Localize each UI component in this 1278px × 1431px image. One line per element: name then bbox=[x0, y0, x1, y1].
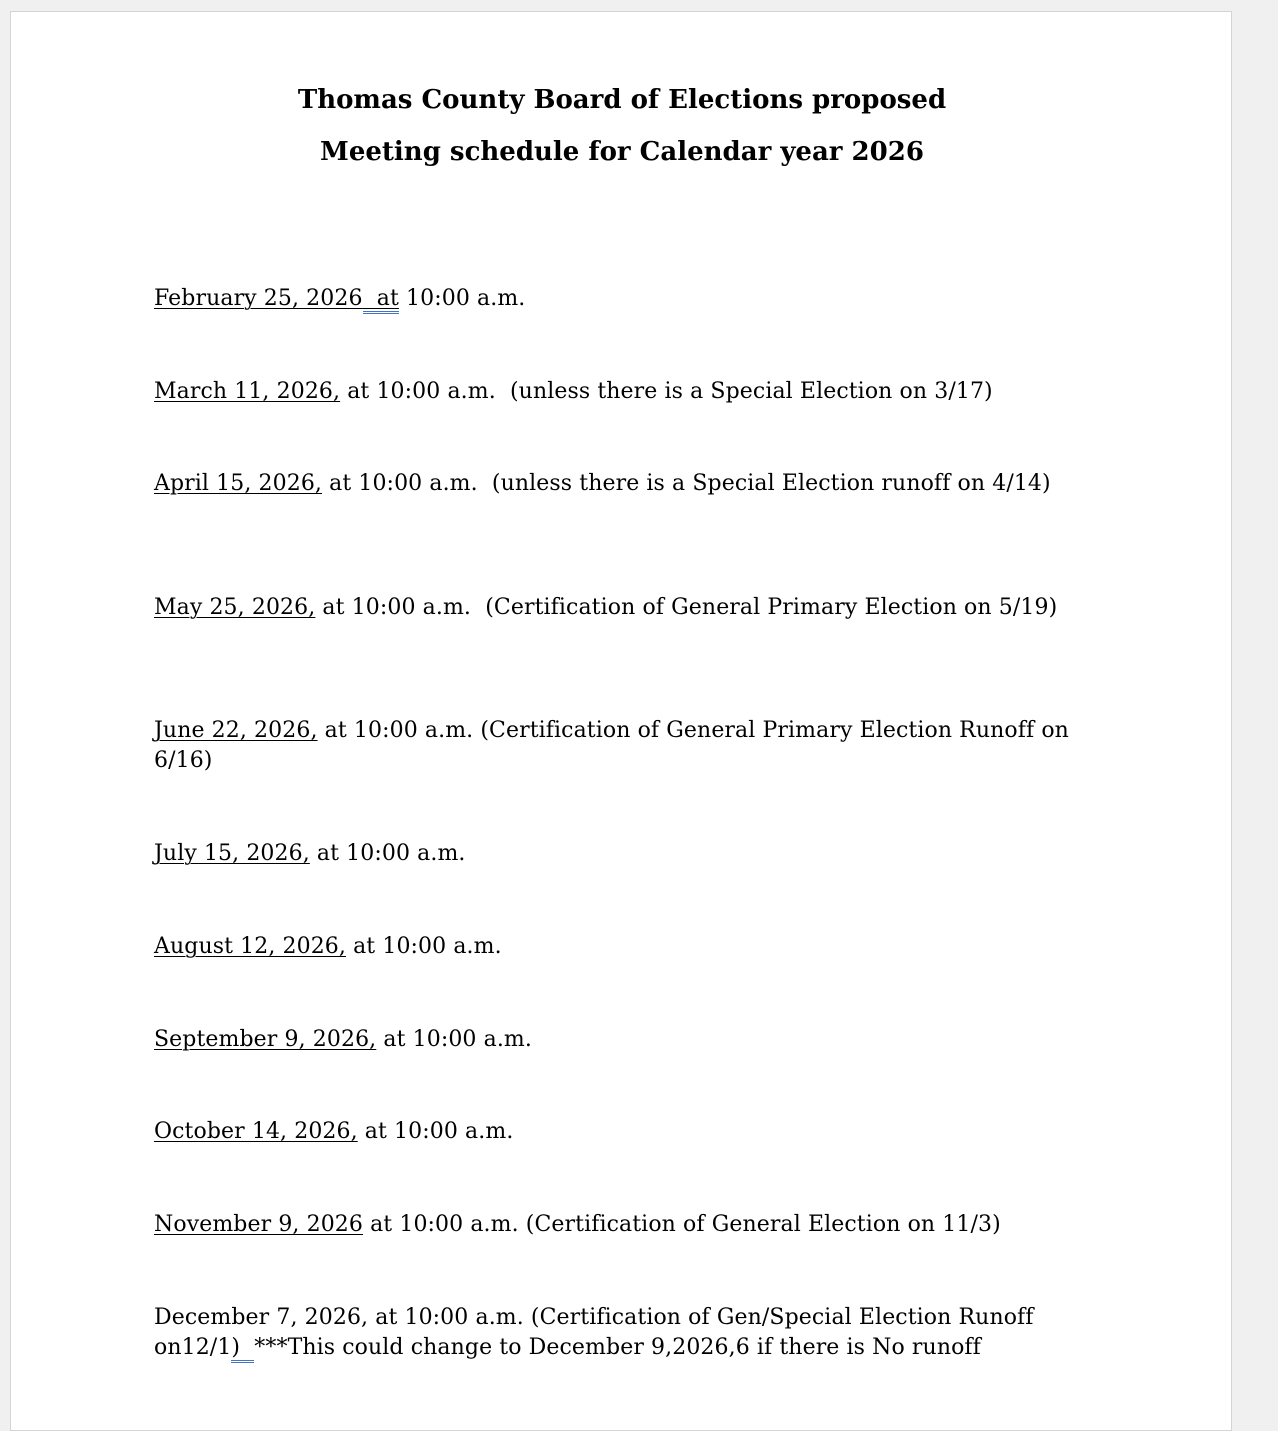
meeting-entry-october bbox=[154, 1117, 1084, 1147]
meeting-entry-september bbox=[154, 1025, 1084, 1055]
meeting-date: February 25, 2026 bbox=[154, 286, 363, 311]
meeting-details: December 7, 2026, at 10:00 a.m. (Certification of Gen/Special Election Runoff on12/1 bbox=[154, 1305, 1034, 1360]
meeting-date: June 22, 2026, bbox=[154, 718, 318, 743]
meeting-entry-december bbox=[154, 1303, 1084, 1363]
meeting-entry-april bbox=[154, 469, 1084, 499]
meeting-details-mark: ) bbox=[231, 1335, 254, 1363]
meeting-entry-november bbox=[154, 1210, 1084, 1240]
meeting-details: at 10:00 a.m. (Certification of General Primary Election Runoff on 6/16) bbox=[154, 718, 1077, 773]
document-title-line-2: Meeting schedule for Calendar year 2026 bbox=[320, 137, 924, 167]
meeting-details: at 10:00 a.m. bbox=[376, 1027, 532, 1052]
meeting-details: at 10:00 a.m. bbox=[357, 1119, 514, 1144]
meeting-details: at 10:00 a.m. (Certification of General Election on 11/3) bbox=[363, 1212, 1001, 1237]
meeting-date: October 14, 2026, bbox=[154, 1119, 358, 1144]
meeting-details: at 10:00 a.m. (unless there is a Special Election runoff on 4/14) bbox=[322, 471, 1051, 496]
meeting-entry-february bbox=[154, 284, 1084, 314]
meeting-date: July 15, 2026, bbox=[154, 841, 310, 866]
meeting-date: March 11, 2026, bbox=[154, 379, 341, 404]
meeting-note: ***This could change to December 9,2026,6 if there is No runoff bbox=[254, 1335, 981, 1360]
meeting-entry-august bbox=[154, 932, 1084, 962]
meeting-entry-july bbox=[154, 839, 1084, 869]
meeting-details: at 10:00 a.m. (unless there is a Special Election on 3/17) bbox=[340, 379, 993, 404]
meeting-date: May 25, 2026, bbox=[154, 595, 316, 620]
meeting-entry-june bbox=[154, 716, 1084, 776]
meeting-date: September 9, 2026, bbox=[154, 1027, 377, 1052]
meeting-details: at 10:00 a.m. bbox=[309, 841, 466, 866]
meeting-details: at 10:00 a.m. bbox=[346, 934, 502, 959]
meeting-date: November 9, 2026 bbox=[154, 1212, 363, 1237]
meeting-details: at 10:00 a.m. (Certification of General Primary Election on 5/19) bbox=[315, 595, 1058, 620]
document-title-line-1: Thomas County Board of Elections proposed bbox=[297, 85, 947, 115]
meeting-date: August 12, 2026, bbox=[154, 934, 346, 959]
meeting-date: April 15, 2026, bbox=[154, 471, 323, 496]
meeting-details: 10:00 a.m. bbox=[398, 286, 526, 311]
meeting-entry-may bbox=[154, 593, 1084, 623]
meeting-entry-march bbox=[154, 377, 1084, 407]
meeting-date-tail: at bbox=[363, 286, 399, 314]
